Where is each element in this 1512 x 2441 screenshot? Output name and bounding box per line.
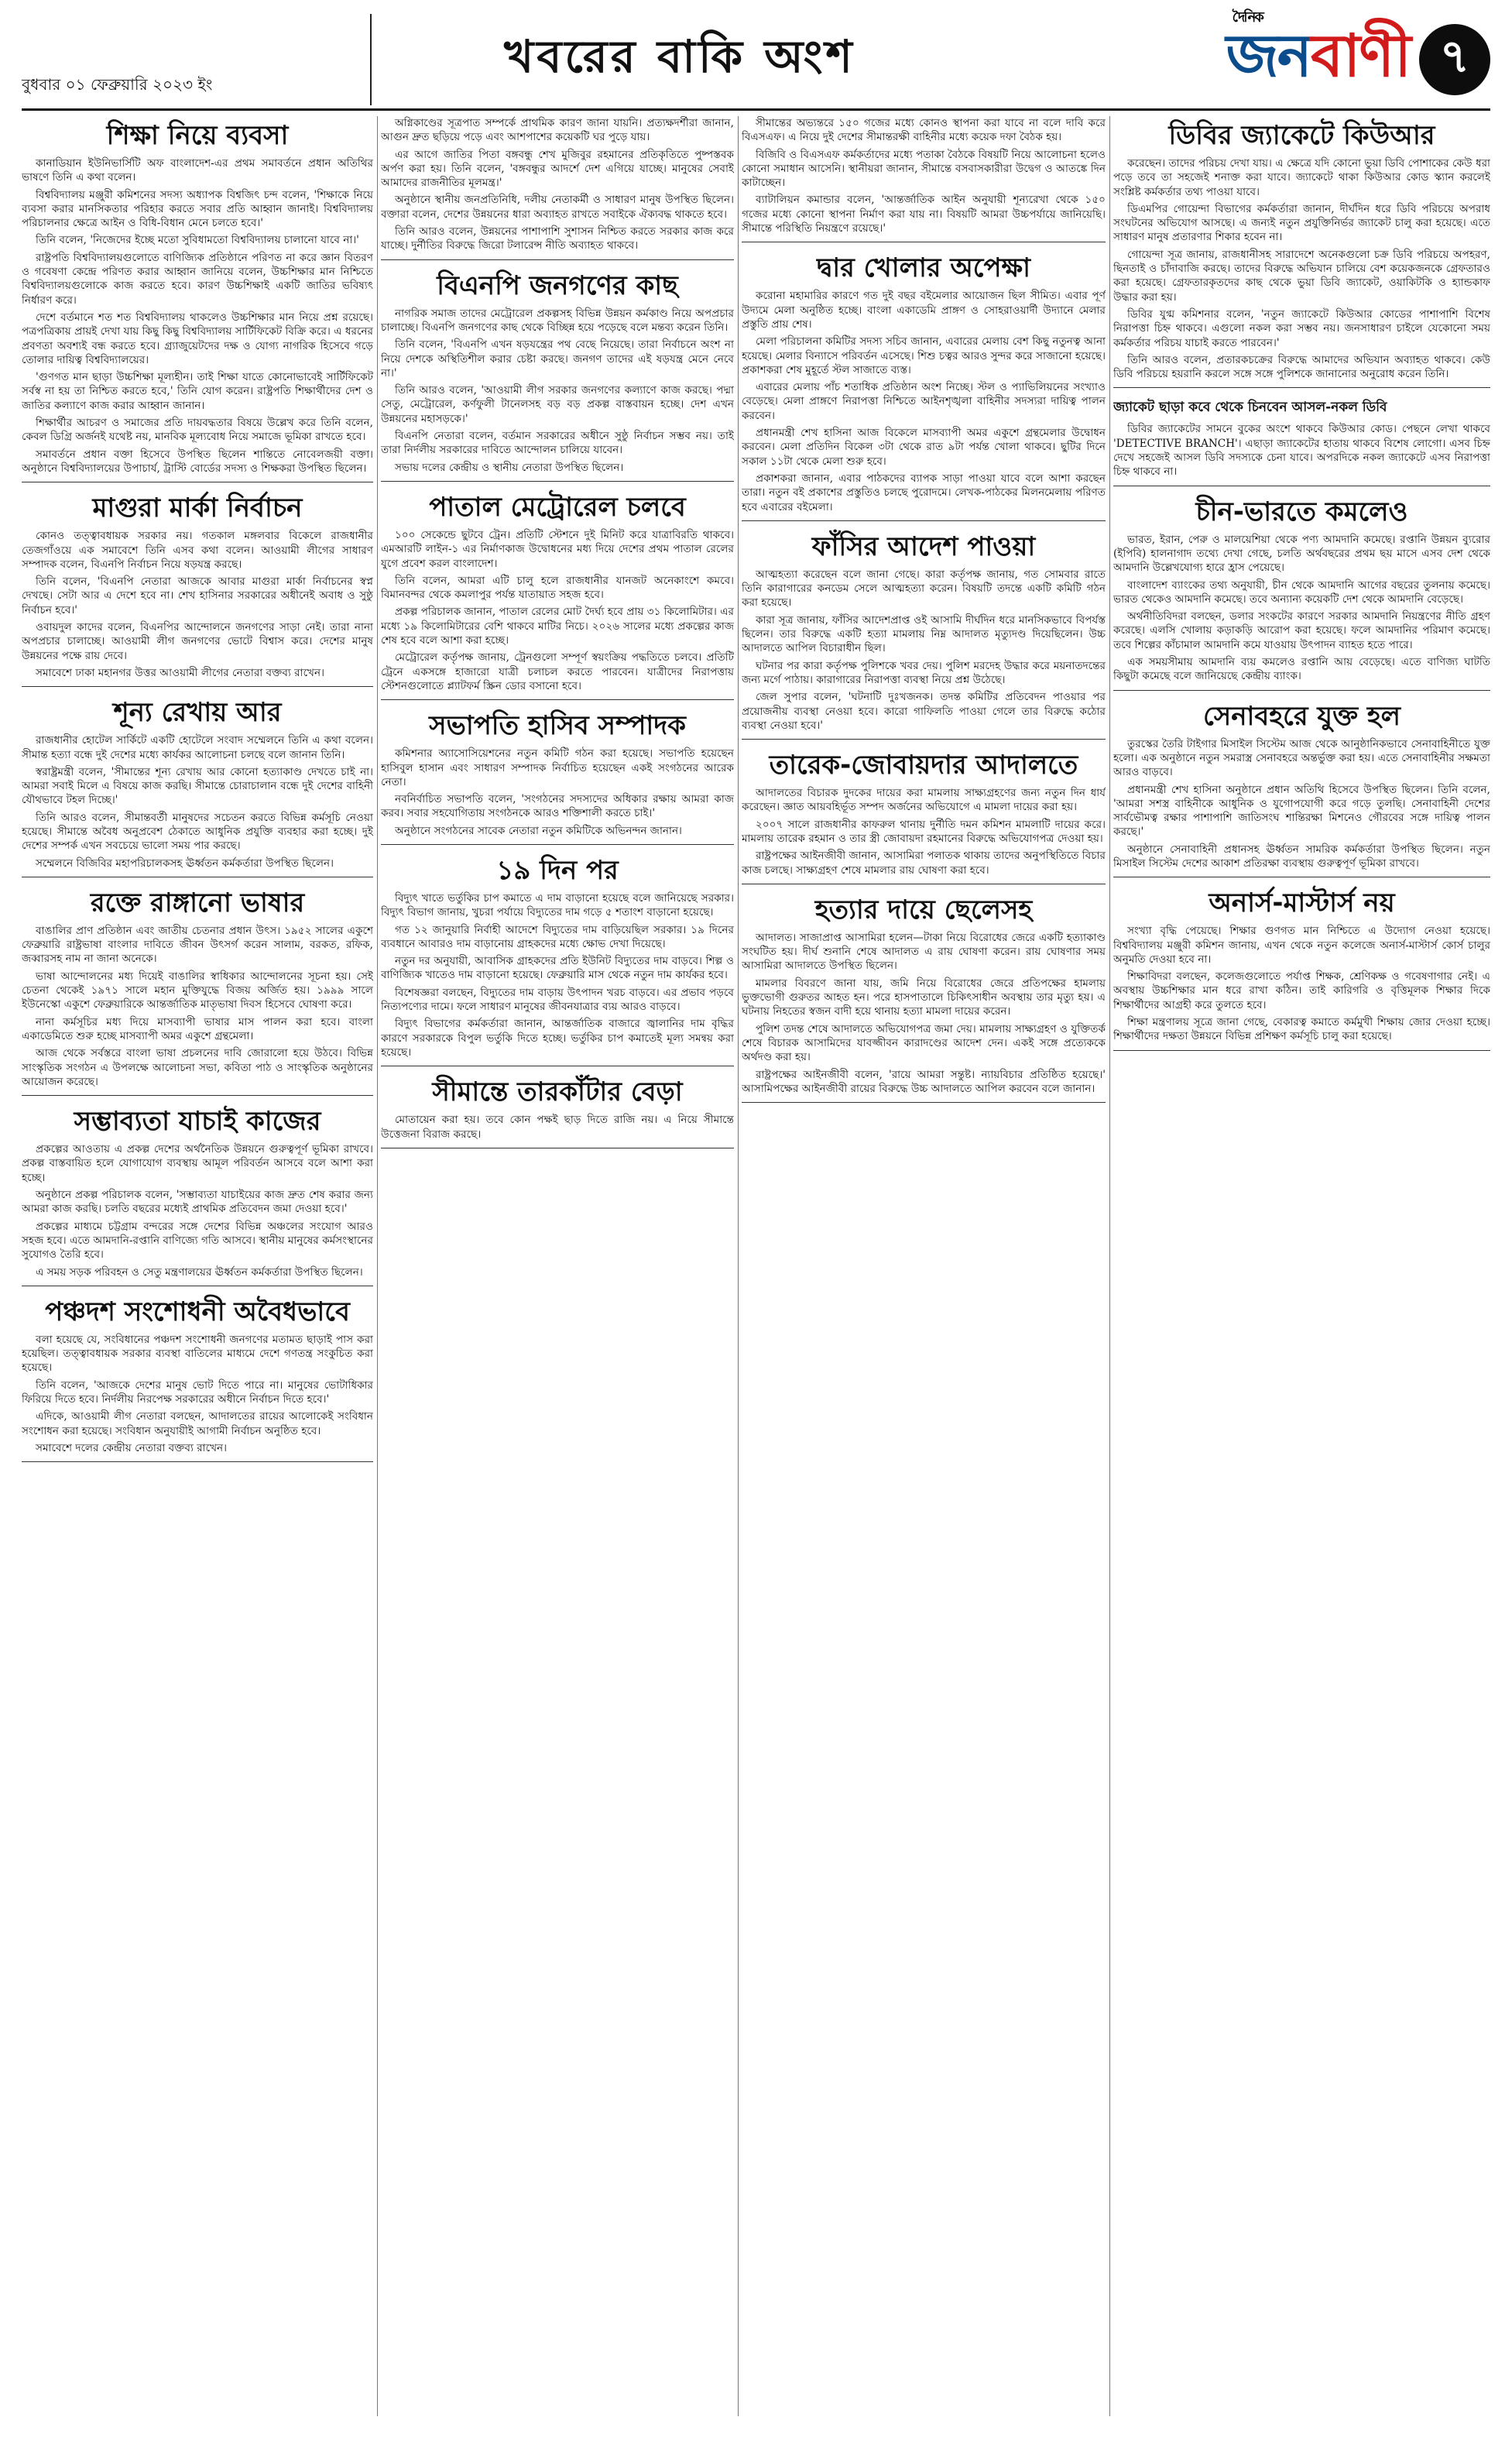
article-paragraph: ১০০ সেকেন্ডে ছুটবে ট্রেন। প্রতিটি স্টেশনে দুই মিনিট করে যাত্রাবিরতি থাকবে। এমআরটি লাইন-১ এর নির্মাণকাজ উদ্বোধনের মধ্য দিয়ে দেশের প্রথম পাতাল রেলের যুগে প্রবেশ করল বাংলাদেশ।: [381, 528, 734, 570]
article-body: [1113, 737, 1490, 871]
article-paragraph: আদালতের বিচারক দুদকের দায়ের করা মামলায় সাক্ষ্যগ্রহণের জন্য নতুন দিন ধার্য করেছেন। জ্ঞাত আয়বহির্ভূত সম্পদ অর্জনের অভিযোগে এ মামলা দায়ের করা হয়।: [742, 787, 1106, 814]
article-paragraph: তিনি বলেন, 'বিএনপি নেতারা আজকে আবার মাগুরা মার্কা নির্বাচনের স্বপ্ন দেখছে। সেটা আর এ দেশে হবে না। শেখ হাসিনার সরকারের অধীনেই অবাধ ও সুষ্ঠু নির্বাচন হবে।': [22, 575, 373, 616]
article-patal-metro: [381, 493, 734, 700]
article-headline: সভাপতি হাসিব সম্পাদক: [429, 710, 686, 742]
article-fashir-adesh: [742, 532, 1106, 740]
article-divider: [381, 259, 734, 260]
article-paragraph: জেল সুপার বলেন, 'ঘটনাটি দুঃখজনক। তদন্ত কমিটির প্রতিবেদন পাওয়ার পর প্রয়োজনীয় ব্যবস্থা নেওয়া হবে। কারো গাফিলতি পাওয়া গেলে তার বিরুদ্ধে কঠোর ব্যবস্থা নেওয়া হবে।': [742, 691, 1106, 732]
article-paragraph: সীমান্তের অভ্যন্তরে ১৫০ গজের মধ্যে কোনও স্থাপনা করা যাবে না বলে দাবি করে বিএসএফ। এ নিয়ে দুই দেশের সীমান্তরক্ষী বাহিনীর মধ্যে কয়েক দফা বৈঠক হয়।: [742, 117, 1106, 144]
top-rule: [22, 108, 1490, 111]
article-body: [22, 924, 373, 1089]
article-body: [742, 568, 1106, 733]
column-divider: [738, 116, 739, 2416]
article-paragraph: কানাডিয়ান ইউনিভার্সিটি অফ বাংলাদেশ-এর প্রথম সমাবর্তনে প্রধান অতিথির ভাষণে তিনি এ কথা বলেন।: [22, 157, 373, 184]
article-body: [381, 747, 734, 838]
article-divider: [22, 686, 373, 687]
article-paragraph: প্রধানমন্ত্রী শেখ হাসিনা আজ বিকেলে মাসব্যাপী অমর একুশে গ্রন্থমেলার উদ্বোধন করবেন। মেলা প্রতিদিন বিকেল ৩টা থেকে রাত ৯টা পর্যন্ত খোলা থাকবে। ছুটির দিনে সকাল ১১টা থেকে মেলা শুরু হবে।: [742, 427, 1106, 468]
article-paragraph: প্রকল্পের মাধ্যমে চট্টগ্রাম বন্দরের সঙ্গে দেশের বিভিন্ন অঞ্চলের সংযোগ আরও সহজ হবে। এতে আমদানি-রপ্তানি বাণিজ্যে গতি আসবে। স্থানীয় মানুষের কর্মসংস্থানের সুযোগও তৈরি হবে।: [22, 1220, 373, 1262]
article-body: [22, 1142, 373, 1279]
article-paragraph: অনুষ্ঠানে প্রকল্প পরিচালক বলেন, 'সম্ভাব্যতা যাচাইয়ের কাজ দ্রুত শেষ করার জন্য আমরা কাজ করছি। চলতি বছরের মধ্যেই প্রাথমিক প্রতিবেদন জমা দেওয়া হবে।': [22, 1189, 373, 1216]
article-paragraph: এক সময়সীমায় আমদানি ব্যয় কমলেও রপ্তানি আয় বেড়েছে। এতে বাণিজ্য ঘাটতি কিছুটা কমেছে বলে জানিয়েছে কেন্দ্রীয় ব্যাংক।: [1113, 656, 1490, 683]
article-divider: [742, 739, 1106, 740]
article-divider: [742, 1102, 1106, 1103]
article-body: [1113, 924, 1490, 1043]
article-paragraph: বিদ্যুৎ খাতে ভর্তুকির চাপ কমাতে এ দাম বাড়ানো হয়েছে বলে জানিয়েছে সরকার। বিদ্যুৎ বিভাগ জানায়, খুচরা পর্যায়ে বিদ্যুতের দাম গড়ে ৫ শতাংশ বাড়ানো হয়েছে।: [381, 891, 734, 919]
article-paragraph: ওবায়দুল কাদের বলেন, বিএনপির আন্দোলনে জনগণের সাড়া নেই। তারা নানা অপপ্রচার চালাচ্ছে। আওয়ামী লীগ জনগণের ভোটে বিশ্বাস করে। দেশের মানুষ উন্নয়নের পক্ষে রায় দেবে।: [22, 621, 373, 662]
article-paragraph: তিনি বলেন, 'নিজেদের ইচ্ছে মতো সুবিধামতো বিশ্ববিদ্যালয় চালানো যাবে না।': [36, 234, 359, 247]
article-paragraph: রাষ্ট্রপক্ষের আইনজীবী জানান, আসামিরা পলাতক থাকায় তাদের অনুপস্থিতিতে বিচার কাজ চলছে। সাক্ষ্যগ্রহণ শেষে মামলার রায় ঘোষণা করা হবে।: [742, 850, 1106, 877]
article-shunno-rekha: [22, 698, 373, 877]
article-headline: সম্ভাব্যতা যাচাই কাজের: [74, 1106, 321, 1138]
article-paragraph: শিক্ষার্থীর আচরণ ও সমাজের প্রতি দায়বদ্ধতার বিষয়ে উল্লেখ করে তিনি বলেন, কেবল ডিগ্রি অর্জনই যথেষ্ট নয়, মানবিক মূল্যবোধ নিয়ে সমাজে ভূমিকা রাখতে হবে।: [22, 417, 373, 444]
article-headline: অনার্স-মাস্টার্স নয়: [1209, 887, 1395, 919]
article-headline: হত্যার দায়ে ছেলেসহ: [814, 894, 1033, 925]
column-4: [1113, 116, 1490, 2416]
article-bnp-jonogon: [381, 271, 734, 482]
article-anars-masters: [1113, 888, 1490, 1050]
article-paragraph: রাজধানীর হোটেল সার্কিটে একটি হোটেলে সংবাদ সম্মেলনে তিনি এ কথা বলেন। সীমান্ত হত্যা বন্ধে দুই দেশের মধ্যে কার্যকর আলোচনা চলছে বলে জানান তিনি।: [22, 734, 373, 761]
article-paragraph: বিশেষজ্ঞরা বলছেন, বিদ্যুতের দাম বাড়ায় উৎপাদন খরচ বাড়বে। এর প্রভাব পড়বে নিত্যপণ্যের দামে। ফলে সাধারণ মানুষের জীবনযাত্রার ব্যয় আরও বাড়বে।: [381, 986, 734, 1014]
article-paragraph: প্রকল্পের আওতায় এ প্রকল্প দেশের অর্থনৈতিক উন্নয়নে গুরুত্বপূর্ণ ভূমিকা রাখবে। প্রকল্প বাস্তবায়িত হলে যোগাযোগ ব্যবস্থায় আমূল পরিবর্তন আসবে বলে আশা করা হচ্ছে।: [22, 1143, 373, 1184]
article-divider: [22, 1095, 373, 1096]
article-paragraph: ২০০৭ সালে রাজধানীর কাফরুল থানায় দুর্নীতি দমন কমিশন মামলাটি দায়ের করে। মামলায় তারেক রহমান ও তার স্ত্রী জোবায়দা রহমানের বিরুদ্ধে অভিযোগপত্র দেওয়া হয়।: [742, 818, 1106, 845]
article-headline: বিএনপি জনগণের কাছ: [437, 270, 678, 301]
article-divider: [22, 1461, 373, 1462]
article-dbi-subhead: [1113, 399, 1490, 486]
article-paragraph: অগ্নিকাণ্ডের সূত্রপাত সম্পর্কে প্রাথমিক কারণ জানা যায়নি। প্রত্যক্ষদর্শীরা জানান, আগুন দ্রুত ছড়িয়ে পড়ে এবং আশপাশের কয়েকটি ঘর পুড়ে যায়।: [381, 117, 734, 144]
article-paragraph: সমাবেশে ঢাকা মহানগর উত্তর আওয়ামী লীগের নেতারা বক্তব্য রাখেন।: [36, 666, 324, 679]
article-body: [22, 529, 373, 680]
article-paragraph: শিক্ষাবিদরা বলছেন, কলেজগুলোতে পর্যাপ্ত শিক্ষক, শ্রেণিকক্ষ ও গবেষণাগার নেই। এ অবস্থায় উচ্চশিক্ষার মান ধরে রাখা কঠিন। তাই কারিগরি ও বৃত্তিমূলক শিক্ষার দিকে শিক্ষার্থীদের আগ্রহী করে তুলতে হবে।: [1113, 970, 1490, 1011]
article-paragraph: বিএনপি নেতারা বলেন, বর্তমান সরকারের অধীনে সুষ্ঠু নির্বাচন সম্ভব নয়। তাই তারা নির্দলীয় সরকারের দাবিতে আন্দোলন চালিয়ে যাবেন।: [381, 430, 734, 457]
article-paragraph: আজ থেকে সর্বস্তরে বাংলা ভাষা প্রচলনের দাবি জোরালো হয়ে উঠবে। বিভিন্ন সাংস্কৃতিক সংগঠন এ উপলক্ষে আলোচনা সভা, কবিতা পাঠ ও সাংস্কৃতিক অনুষ্ঠানের আয়োজন করেছে।: [22, 1047, 373, 1088]
article-magura: [22, 493, 373, 687]
newspaper-logo: [1088, 9, 1490, 105]
article-dwar-khola: [742, 253, 1106, 520]
section-title: খবরের বাকি অংশ: [504, 29, 855, 83]
article-paragraph: মোতায়েন করা হয়। তবে কোন পক্ষই ছাড় দিতে রাজি নয়। এ নিয়ে সীমান্তে উত্তেজনা বিরাজ করছে।: [381, 1114, 734, 1141]
article-paragraph: শিক্ষা মন্ত্রণালয় সূত্রে জানা গেছে, বেকারত্ব কমাতে কর্মমুখী শিক্ষায় জোর দেওয়া হচ্ছে। শিক্ষার্থীদের দক্ষতা উন্নয়নে বিভিন্ন প্রশিক্ষণ কর্মসূচি চালু করা হয়েছে।: [1113, 1016, 1490, 1043]
column-divider: [1109, 116, 1110, 2416]
article-paragraph: সংখ্যা বৃদ্ধি পেয়েছে। শিক্ষার গুণগত মান নিশ্চিতে এ উদ্যোগ নেওয়া হয়েছে। বিশ্ববিদ্যালয় মঞ্জুরী কমিশন জানায়, এখন থেকে নতুন কলেজে অনার্স-মাস্টার্স কোর্স চালুর অনুমতি দেওয়া হবে না।: [1113, 925, 1490, 966]
article-divider: [1113, 387, 1490, 388]
article-divider: [742, 520, 1106, 521]
page-number-badge: ৭: [1419, 24, 1490, 95]
article-paragraph: সমাবেশে দলের কেন্দ্রীয় নেতারা বক্তব্য রাখেন।: [36, 1441, 227, 1454]
article-headline: শিক্ষা নিয়ে ব্যবসা: [106, 120, 289, 151]
logo-wordmark: [1226, 11, 1410, 109]
masthead: [22, 9, 1490, 105]
article-paragraph: 'গুণগত মান ছাড়া উচ্চশিক্ষা মূল্যহীন। তাই শিক্ষা যাতে কোনোভাবেই সার্টিফিকেট সর্বস্ব না হয় তা নিশ্চিত করতে হবে,' তিনি যোগ করেন। রাষ্ট্রপতি শিক্ষার্থীদের দেশ ও জাতির কল্যাণে কাজ করার আহ্বান জানান।: [22, 371, 373, 412]
article-paragraph: প্রধানমন্ত্রী শেখ হাসিনা অনুষ্ঠানে প্রধান অতিথি হিসেবে উপস্থিত ছিলেন। তিনি বলেন, 'আমরা সশস্ত্র বাহিনীকে আধুনিক ও যুগোপযোগী করে গড়ে তুলছি। সেনাবাহিনী দেশের সার্বভৌমত্ব রক্ষার পাশাপাশি জাতিসংঘ শান্তিরক্ষা মিশনেও গৌরবের সঙ্গে দায়িত্ব পালন করছে।': [1113, 783, 1490, 839]
article-senabohor: [1113, 702, 1490, 878]
article-paragraph: তিনি আরও বলেন, 'আওয়ামী লীগ সরকার জনগণের কল্যাণে কাজ করছে। পদ্মা সেতু, মেট্রোরেল, কর্ণফুলী টানেলসহ বড় বড় প্রকল্প বাস্তবায়ন হচ্ছে। দেশ এখন উন্নয়নের মহাসড়কে।': [381, 384, 734, 425]
article-hottar-daye: [742, 895, 1106, 1103]
article-headline: দ্বার খোলার অপেক্ষা: [817, 252, 1030, 284]
article-body: [1113, 422, 1490, 479]
article-paragraph: বিজিবি ও বিএসএফ কর্মকর্তাদের মধ্যে পতাকা বৈঠকে বিষয়টি নিয়ে আলোচনা হলেও কোনো সমাধান আসেনি। স্থানীয়রা জানান, সীমান্তে বসবাসকারীরা উদ্বেগ ও আতঙ্কে দিন কাটাচ্ছেন।: [742, 148, 1106, 190]
article-paragraph: ভারত, ইরান, পেরু ও মালয়েশিয়া থেকে পণ্য আমদানি কমেছে। রপ্তানি উন্নয়ন ব্যুরোর (ইপিবি) হালনাগাদ তথ্যে দেখা গেছে, চলতি অর্থবছরের প্রথম ছয় মাসে এসব দেশ থেকে আমদানি উল্লেখযোগ্য হারে হ্রাস পেয়েছে।: [1113, 533, 1490, 575]
article-body: [381, 116, 734, 253]
article-dbi-jacket: [1113, 121, 1490, 388]
article-divider: [381, 481, 734, 482]
article-paragraph: মেট্রোরেল কর্তৃপক্ষ জানায়, ট্রেনগুলো সম্পূর্ণ স্বয়ংক্রিয় পদ্ধতিতে চলবে। প্রতিটি ট্রেনে একসঙ্গে হাজারো যাত্রী চলাচল করতে পারবেন। যাত্রীদের নিরাপত্তায় স্টেশনগুলোতে প্ল্যাটফর্ম স্ক্রিন ডোর বসানো হবে।: [381, 651, 734, 692]
article-paragraph: অনুষ্ঠানে সংগঠনের সাবেক নেতারা নতুন কমিটিকে অভিনন্দন জানান।: [395, 824, 682, 837]
article-paragraph: মামলার বিবরণে জানা যায়, জমি নিয়ে বিরোধের জেরে প্রতিপক্ষের হামলায় ভুক্তভোগী গুরুতর আহত হন। পরে হাসপাতালে চিকিৎসাধীন অবস্থায় তার মৃত্যু হয়। এ ঘটনায় নিহতের স্বজন বাদী হয়ে থানায় হত্যা মামলা দায়ের করেন।: [742, 977, 1106, 1018]
logo-small-text: দৈনিক: [1232, 9, 1263, 26]
article-paragraph: প্রকাশকরা জানান, এবার পাঠকদের ব্যাপক সাড়া পাওয়া যাবে বলে আশা করছেন তারা। নতুন বই প্রকাশের প্রস্তুতিও চলছে পুরোদমে। লেখক-পাঠকের মিলনমেলায় পরিণত হবে এবারের বইমেলা।: [742, 472, 1106, 513]
article-body: [1113, 156, 1490, 381]
article-paragraph: বলা হয়েছে যে, সংবিধানের পঞ্চদশ সংশোধনী জনগণের মতামত ছাড়াই পাস করা হয়েছিল। তত্ত্বাবধায়ক সরকার ব্যবস্থা বাতিলের মাধ্যমে দেশে গণতন্ত্র সংকুচিত করা হয়েছে।: [22, 1333, 373, 1375]
article-paragraph: বিদ্যুৎ বিভাগের কর্মকর্তারা জানান, আন্তর্জাতিক বাজারে জ্বালানির দাম বৃদ্ধির কারণে সরকারকে বিপুল ভর্তুকি দিতে হচ্ছে। ভর্তুকির চাপ কমাতেই মূল্য সমন্বয় করা হয়েছে।: [381, 1018, 734, 1059]
column-2: [381, 116, 734, 2416]
article-paragraph: সভায় দলের কেন্দ্রীয় ও স্থানীয় নেতারা উপস্থিত ছিলেন।: [395, 461, 624, 474]
article-body: [381, 528, 734, 693]
article-paragraph: গোয়েন্দা সূত্র জানায়, রাজধানীসহ সারাদেশে অনেকগুলো চক্র ডিবি পরিচয়ে অপহরণ, ছিনতাই ও চাঁদাবাজি করছে। তাদের বিরুদ্ধে অভিযান চালিয়ে বেশ কয়েকজনকে গ্রেফতারও করা হয়েছে। গ্রেফতারকৃতদের কাছ থেকে ভুয়া ডিবি জ্যাকেট, ওয়াকিটকি ও হ্যান্ডকাফ উদ্ধার করা হয়।: [1113, 248, 1490, 304]
article-body: [742, 931, 1106, 1096]
article-paragraph: তিনি বলেন, 'বিএনপি এখন ষড়যন্ত্রের পথ বেছে নিয়েছে। তারা নির্বাচনে অংশ না নিয়ে দেশকে অস্থিতিশীল করার চেষ্টা করছে। জনগণ তাদের এই ষড়যন্ত্র মেনে নেবে না।': [381, 338, 734, 379]
article-ponchodosh: [22, 1297, 373, 1462]
article-headline: রক্তে রাঙ্গানো ভাষার: [90, 887, 305, 918]
article-divider: [1113, 690, 1490, 691]
article-body: [22, 1333, 373, 1455]
article-paragraph: এর আগে জাতির পিতা বঙ্গবন্ধু শেখ মুজিবুর রহমানের প্রতিকৃতিতে পুষ্পস্তবক অর্পণ করা হয়। তিনি বলেন, 'বঙ্গবন্ধুর আদর্শে দেশ এগিয়ে যাচ্ছে। মানুষের সেবাই আমাদের রাজনীতির মূলমন্ত্র।': [381, 148, 734, 190]
article-headline: শূন্য রেখায় আর: [113, 697, 282, 729]
article-body: [381, 1113, 734, 1142]
article-body: [742, 786, 1106, 877]
article-paragraph: অনুষ্ঠানে সেনাবাহিনী প্রধানসহ ঊর্ধ্বতন সামরিক কর্মকর্তারা উপস্থিত ছিলেন। নতুন মিসাইল সিস্টেম দেশের আকাশ প্রতিরক্ষা ব্যবস্থায় গুরুত্বপূর্ণ ভূমিকা রাখবে।: [1113, 843, 1490, 870]
column-3: [742, 116, 1106, 2416]
article-paragraph: নতুন দর অনুযায়ী, আবাসিক গ্রাহকদের প্রতি ইউনিট বিদ্যুতের দাম বাড়বে। শিল্প ও বাণিজ্যিক খাতেও দাম বাড়ানো হয়েছে। ফেব্রুয়ারি মাস থেকে নতুন দাম কার্যকর হবে।: [381, 955, 734, 982]
article-paragraph: এদিকে, আওয়ামী লীগ নেতারা বলছেন, আদালতের রায়ের আলোকেই সংবিধান সংশোধন করা হয়েছে। সংবিধান অনুযায়ীই আগামী নির্বাচন অনুষ্ঠিত হবে।: [22, 1410, 373, 1437]
article-paragraph: পুলিশ তদন্ত শেষে আদালতে অভিযোগপত্র জমা দেয়। মামলায় সাক্ষ্যগ্রহণ ও যুক্তিতর্ক শেষে বিচারক আসামিদের যাবজ্জীবন কারাদণ্ডের আদেশ দেন। একই সঙ্গে প্রত্যেককে অর্থদণ্ড করা হয়।: [742, 1022, 1106, 1064]
article-paragraph: গত ১২ জানুয়ারি নির্বাহী আদেশে বিদ্যুতের দাম বাড়িয়েছিল সরকার। ১৯ দিনের ব্যবধানে আবারও দাম বাড়ানোয় গ্রাহকদের মধ্যে ক্ষোভ দেখা দিয়েছে।: [381, 923, 734, 950]
article-paragraph: রাষ্ট্রপতি বিশ্ববিদ্যালয়গুলোতে বাণিজ্যিক প্রতিষ্ঠানে পরিণত না করে জ্ঞান বিতরণ ও গবেষণা কেন্দ্রে পরিণত করার আহ্বান জানিয়ে বলেন, উচ্চশিক্ষার মান নিশ্চিতে বিশ্ববিদ্যালয়গুলোকে কাজ করতে হবে। কারণ উচ্চশিক্ষাই একটি জাতির ভবিষ্যৎ নির্ধারণ করে।: [22, 251, 373, 307]
article-paragraph: অনুষ্ঠানে স্থানীয় জনপ্রতিনিধি, দলীয় নেতাকর্মী ও সাধারণ মানুষ উপস্থিত ছিলেন। বক্তারা বলেন, দেশের উন্নয়নের ধারা অব্যাহত রাখতে সবাইকে ঐক্যবদ্ধ থাকতে হবে।: [381, 194, 734, 221]
article-paragraph: দেশে বর্তমানে শত শত বিশ্ববিদ্যালয় থাকলেও উচ্চশিক্ষার মান নিয়ে প্রশ্ন রয়েছে। পত্রপত্রিকায় প্রায়ই দেখা যায় কিছু কিছু বিশ্ববিদ্যালয় সার্টিফিকেট বিক্রি করে। এ ধরনের প্রবণতা অবশ্যই বন্ধ করতে হবে। গ্র্যাজুয়েটদের দক্ষ ও যোগ্য নাগরিক হিসেবে গড়ে তোলার দায়িত্ব বিশ্ববিদ্যালয়ের।: [22, 311, 373, 366]
article-paragraph: এ সময় সড়ক পরিবহন ও সেতু মন্ত্রণালয়ের ঊর্ধ্বতন কর্মকর্তারা উপস্থিত ছিলেন।: [36, 1265, 363, 1279]
article-body: [1113, 533, 1490, 684]
article-paragraph: ঘটনার পর কারা কর্তৃপক্ষ পুলিশকে খবর দেয়। পুলিশ মরদেহ উদ্ধার করে ময়নাতদন্তের জন্য মর্গে পাঠায়। কারাগারের নিরাপত্তা ব্যবস্থা নিয়ে প্রশ্ন উঠেছে।: [742, 659, 1106, 686]
article-paragraph: তিনি বলেন, আমরা এটি চালু হলে রাজধানীর যানজট অনেকাংশে কমবে। বিমানবন্দর থেকে কমলাপুর পর্যন্ত যাতায়াত সহজ হবে।: [381, 574, 734, 602]
article-divider: [1113, 1050, 1490, 1051]
article-paragraph: সমাবর্তনে প্রধান বক্তা হিসেবে উপস্থিত ছিলেন শান্তিতে নোবেলজয়ী বক্তা। অনুষ্ঠানে বিশ্ববিদ্যালয়ের উপাচার্য, ট্রাস্টি বোর্ডের সদস্য ও শিক্ষকরা উপস্থিত ছিলেন।: [22, 448, 373, 475]
article-tarek-jobayda: [742, 750, 1106, 884]
article-shombhabbota: [22, 1107, 373, 1286]
logo-part1: জন: [1226, 20, 1311, 90]
article-body: [22, 733, 373, 870]
article-paragraph: নবনির্বাচিত সভাপতি বলেন, 'সংগঠনের সদস্যদের অধিকার রক্ষায় আমরা কাজ করব। সবার সহযোগিতায় সংগঠনকে আরও শক্তিশালী করতে চাই।': [381, 793, 734, 820]
article-paragraph: ব্যাটালিয়ন কমান্ডার বলেন, 'আন্তর্জাতিক আইন অনুযায়ী শূন্যরেখা থেকে ১৫০ গজের মধ্যে কোনো স্থাপনা নির্মাণ করা যায় না। বিষয়টি আমরা উচ্চপর্যায়ে জানিয়েছি। সীমান্তে পরিস্থিতি নিয়ন্ত্রণে রয়েছে।': [742, 194, 1106, 235]
article-paragraph: রাষ্ট্রপক্ষের আইনজীবী বলেন, 'রায়ে আমরা সন্তুষ্ট। ন্যায়বিচার প্রতিষ্ঠিত হয়েছে।' আসামিপক্ষের আইনজীবী রায়ের বিরুদ্ধে উচ্চ আদালতে আপিল করবেন বলে জানান।: [742, 1068, 1106, 1095]
article-paragraph: ডিবির জ্যাকেটের সামনে বুকের অংশে থাকবে কিউআর কোড। পেছনে লেখা থাকবে 'DETECTIVE BRANCH'। এছাড়া জ্যাকেটের হাতায় থাকবে বিশেষ লোগো। এসব চিহ্ন দেখে সহজেই আসল ডিবি সদস্যকে চেনা যাবে। অপরদিকে নকল জ্যাকেটে এসব নিরাপত্তা চিহ্ন থাকবে না।: [1113, 423, 1490, 479]
article-body: [742, 289, 1106, 513]
article-shikkha: [22, 121, 373, 482]
article-body: [381, 891, 734, 1059]
article-shimante: [381, 1077, 734, 1148]
article-paragraph: করেছেন। তাদের পরিচয় দেখা যায়। এ ক্ষেত্রে যদি কোনো ভুয়া ডিবি পোশাকের কেউ ধরা পড়ে তবে তা সহজেই শনাক্ত করা যাবে। জ্যাকেটে থাকা কিউআর কোড স্ক্যান করলেই সংশ্লিষ্ট কর্মকর্তার তথ্য পাওয়া যাবে।: [1113, 157, 1490, 198]
article-19-din: [381, 856, 734, 1066]
article-paragraph: কমিশনার অ্যাসোসিয়েশনের নতুন কমিটি গঠন করা হয়েছে। সভাপতি হয়েছেন হাসিবুল হাসান এবং সাধারণ সম্পাদক নির্বাচিত হয়েছেন একই সংগঠনের আরেক নেতা।: [381, 747, 734, 788]
article-china-india: [1113, 497, 1490, 691]
article-paragraph: অর্থনীতিবিদরা বলছেন, ডলার সংকটের কারণে সরকার আমদানি নিয়ন্ত্রণের নীতি গ্রহণ করেছে। এলসি খোলায় কড়াকড়ি আরোপ করা হয়েছে। ফলে আমদানির পরিমাণ কমেছে। তবে শিল্পের কাঁচামাল আমদানি কমে যাওয়ায় উৎপাদন ব্যাহত হতে পারে।: [1113, 610, 1490, 651]
logo-part2: বাণী: [1310, 20, 1410, 90]
article-paragraph: এবারের মেলায় পাঁচ শতাধিক প্রতিষ্ঠান অংশ নিচ্ছে। স্টল ও প্যাভিলিয়নের সংখ্যাও বেড়েছে। মেলা প্রাঙ্গণে নিরাপত্তা নিশ্চিতে আইনশৃঙ্খলা বাহিনীর সদস্যরা দায়িত্ব পালন করবেন।: [742, 381, 1106, 422]
article-paragraph: প্রকল্প পরিচালক জানান, পাতাল রেলের মোট দৈর্ঘ্য হবে প্রায় ৩১ কিলোমিটার। এর মধ্যে ১৯ কিলোমিটারের বেশি থাকবে মাটির নিচে। ২০২৬ সালের মধ্যে প্রকল্পের কাজ শেষ হবে বলে আশা করা হচ্ছে।: [381, 606, 734, 647]
article-headline: পাতাল মেট্রোরেল চলবে: [429, 491, 686, 523]
article-paragraph: তিনি আরও বলেন, সীমান্তবর্তী মানুষদের সচেতন করতে বিভিন্ন কর্মসূচি নেওয়া হয়েছে। সীমান্তে অবৈধ অনুপ্রবেশ ঠেকাতে আধুনিক প্রযুক্তি ব্যবহার করা হচ্ছে। দুই দেশের সম্পর্ক এখন সবচেয়ে ভালো সময় পার করছে।: [22, 811, 373, 853]
article-headline: সীমান্তে তারকাঁটার বেড়া: [432, 1076, 683, 1108]
article-divider: [381, 844, 734, 845]
article-headline: তারেক-জোবায়দার আদালতে: [769, 750, 1078, 781]
article-paragraph: বিশ্ববিদ্যালয় মঞ্জুরী কমিশনের সদস্য অধ্যাপক বিশ্বজিৎ চন্দ বলেন, 'শিক্ষাকে নিয়ে ব্যবসা করার মানসিকতার পরিহার করতে সবার প্রতি আহ্বান জানাই। বিশ্ববিদ্যালয় পরিচালনার ক্ষেত্রে আইন ও বিধি-বিধান মেনে চলতে হবে।': [22, 188, 373, 230]
article-paragraph: বাঙালির প্রাণ প্রতিষ্ঠান এবং জাতীয় চেতনার প্রধান উৎস। ১৯৫২ সালের একুশে ফেব্রুয়ারি রাষ্ট্রভাষা বাংলার দাবিতে জীবন উৎসর্গ করেন সালাম, বরকত, রফিক, জব্বারসহ নাম না জানা অনেকে।: [22, 924, 373, 966]
column-1: [22, 116, 373, 2416]
article-paragraph: স্বরাষ্ট্রমন্ত্রী বলেন, 'সীমান্তের শূন্য রেখায় আর কোনো হত্যাকাণ্ড দেখতে চাই না। আমরা সবাই মিলে এ বিষয়ে কাজ করছি। সীমান্তে চোরাচালান বন্ধে দুই দেশের বাহিনী যৌথভাবে টহল দিচ্ছে।': [22, 765, 373, 807]
article-headline: ফাঁসির আদেশ পাওয়া: [811, 530, 1036, 562]
article-divider: [381, 699, 734, 700]
article-paragraph: নাগরিক সমাজ তাদের মেট্রোরেল প্রকল্পসহ বিভিন্ন উন্নয়ন কর্মকাণ্ড নিয়ে অপপ্রচার চালাচ্ছে। বিএনপি জনগণের কাছ থেকে বিচ্ছিন্ন হয়ে পড়েছে বলে মন্তব্য করেন তিনি।: [381, 307, 734, 334]
article-paragraph: তিনি আরও বলেন, উন্নয়নের পাশাপাশি সুশাসন নিশ্চিত করতে সরকার কাজ করে যাচ্ছে। দুর্নীতির বিরুদ্ধে জিরো টলারেন্স নীতি অব্যাহত থাকবে।: [381, 225, 734, 252]
article-paragraph: নানা কর্মসূচির মধ্য দিয়ে মাসব্যাপী ভাষার মাস পালন করা হবে। বাংলা একাডেমিতে শুরু হচ্ছে মাসব্যাপী অমর একুশে গ্রন্থমেলা।: [22, 1015, 373, 1042]
article-paragraph: তিনি আরও বলেন, প্রতারকচক্রের বিরুদ্ধে আমাদের অভিযান অব্যাহত থাকবে। কেউ ডিবি পরিচয়ে হয়রানি করলে সঙ্গে সঙ্গে পুলিশকে জানানোর অনুরোধ করেন তিনি।: [1113, 353, 1490, 381]
article-body: [22, 156, 373, 475]
article-headline: চীন-ভারতে কমলেও: [1195, 496, 1408, 527]
article-rokte-rangano: [22, 888, 373, 1096]
issue-date: বুধবার ০১ ফেব্রুয়ারি ২০২৩ ইং: [22, 14, 372, 105]
article-headline: মাগুরা মার্কা নির্বাচন: [92, 493, 303, 524]
article-headline: ডিবির জ্যাকেটে কিউআর: [1168, 120, 1435, 151]
article-paragraph: সম্মেলনে বিজিবির মহাপরিচালকসহ ঊর্ধ্বতন কর্মকর্তারা উপস্থিত ছিলেন।: [36, 857, 334, 870]
article-headline: সেনাবহরে যুক্ত হল: [1202, 700, 1401, 732]
article-continuation: [381, 116, 734, 260]
article-paragraph: তিনি বলেন, 'আজকে দেশের মানুষ ভোট দিতে পারে না। মানুষের ভোটাধিকার ফিরিয়ে দিতে হবে। নির্দলীয় নিরপেক্ষ সরকারের অধীনে নির্বাচন দিতে হবে।': [22, 1378, 373, 1406]
article-paragraph: তুরস্কের তৈরি টাইগার মিসাইল সিস্টেম আজ থেকে আনুষ্ঠানিকভাবে সেনাবাহিনীতে যুক্ত হলো। এক অনুষ্ঠানে নতুন সমরাস্ত্র সেনাবহরে অন্তর্ভুক্ত করা হয়। এতে সেনাবাহিনীর সক্ষমতা আরও বাড়বে।: [1113, 737, 1490, 779]
article-paragraph: করোনা মহামারির কারণে গত দুই বছর বইমেলার আয়োজন ছিল সীমিত। এবার পূর্ণ উদ্যমে মেলা অনুষ্ঠিত হচ্ছে। বাংলা একাডেমি প্রাঙ্গণ ও সোহরাওয়ার্দী উদ্যানে মেলার প্রস্তুতি প্রায় শেষ।: [742, 290, 1106, 331]
article-paragraph: আত্মহত্যা করেছেন বলে জানা গেছে। কারা কর্তৃপক্ষ জানায়, গত সোমবার রাতে তিনি কারাগারের কনডেম সেলে আত্মহত্যা করেন। বিষয়টি তদন্তে একটি কমিটি গঠন করা হয়েছে।: [742, 568, 1106, 609]
article-headline: ১৯ দিন পর: [496, 854, 619, 886]
article-headline: জ্যাকেট ছাড়া কবে থেকে চিনবেন আসল-নকল ডিবি: [1113, 400, 1387, 416]
article-paragraph: ডিবির যুগ্ম কমিশনার বলেন, 'নতুন জ্যাকেটে কিউআর কোডের পাশাপাশি বিশেষ নিরাপত্তা চিহ্ন থাকবে। এগুলো নকল করা সম্ভব নয়। জনসাধারণ চাইলে যেকোনো সময় কর্মকর্তার পরিচয় যাচাই করতে পারবেন।': [1113, 307, 1490, 349]
article-paragraph: আদালত। সাজাপ্রাপ্ত আসামিরা হলেন—টাকা নিয়ে বিরোধের জেরে একটি হত্যাকাণ্ড সংঘটিত হয়। দীর্ঘ শুনানি শেষে আদালত এ রায় ঘোষণা করেন। রায় ঘোষণার সময় আসামিরা আদালতে উপস্থিত ছিলেন।: [742, 931, 1106, 973]
column-divider: [377, 116, 378, 2416]
article-body: [381, 307, 734, 475]
article-body: [742, 116, 1106, 235]
article-headline: পঞ্চদশ সংশোধনী অবৈধভাবে: [45, 1296, 350, 1327]
article-paragraph: কারা সূত্র জানায়, ফাঁসির আদেশপ্রাপ্ত ওই আসামি দীর্ঘদিন ধরে মানসিকভাবে বিপর্যস্ত ছিলেন। তার বিরুদ্ধে একটি হত্যা মামলায় নিম্ন আদালত মৃত্যুদণ্ড দিয়েছিলেন। উচ্চ আদালতে আপিল বিচারাধীন ছিল।: [742, 613, 1106, 655]
article-paragraph: ভাষা আন্দোলনের মধ্য দিয়েই বাঙালির স্বাধিকার আন্দোলনের সূচনা হয়। সেই চেতনা থেকেই ১৯৭১ সালে মহান মুক্তিযুদ্ধে বিজয় অর্জিত হয়। ১৯৯৯ সালে ইউনেস্কো একুশে ফেব্রুয়ারিকে আন্তর্জাতিক মাতৃভাষা দিবস হিসেবে ঘোষণা করে।: [22, 970, 373, 1011]
article-paragraph: বাংলাদেশ ব্যাংকের তথ্য অনুযায়ী, চীন থেকে আমদানি আগের বছরের তুলনায় কমেছে। ভারত থেকেও আমদানি কমেছে। তবে অন্যান্য কয়েকটি দেশ থেকে আমদানি বেড়েছে।: [1113, 578, 1490, 606]
article-paragraph: ডিএমপির গোয়েন্দা বিভাগের কর্মকর্তারা জানান, দীর্ঘদিন ধরে ডিবি পরিচয়ে অপরাধ সংঘটনের অভিযোগ আসছে। এ জন্যই নতুন প্রযুক্তিনির্ভর জ্যাকেট চালু করা হয়েছে। এতে সাধারণ মানুষ প্রতারণার শিকার হবেন না।: [1113, 202, 1490, 244]
article-paragraph: মেলা পরিচালনা কমিটির সদস্য সচিব জানান, এবারের মেলায় বেশ কিছু নতুনত্ব আনা হয়েছে। মেলার বিন্যাসে পরিবর্তন এসেছে। শিশু চত্বর আরও সুন্দর করে সাজানো হয়েছে। প্রকাশকরা শেষ মুহূর্তে স্টল সাজাতে ব্যস্ত।: [742, 335, 1106, 376]
article-continuation: [742, 116, 1106, 242]
article-shobhapoti: [381, 711, 734, 845]
article-paragraph: কোনও তত্ত্বাবধায়ক সরকার নয়। গতকাল মঙ্গলবার বিকেলে রাজধানীর তেজগাঁওয়ে এক সমাবেশে তিনি এসব কথা বলেন। আওয়ামী লীগের সাধারণ সম্পাদক বলেন, বিএনপি নির্বাচন নিয়ে ষড়যন্ত্র করছে।: [22, 530, 373, 571]
